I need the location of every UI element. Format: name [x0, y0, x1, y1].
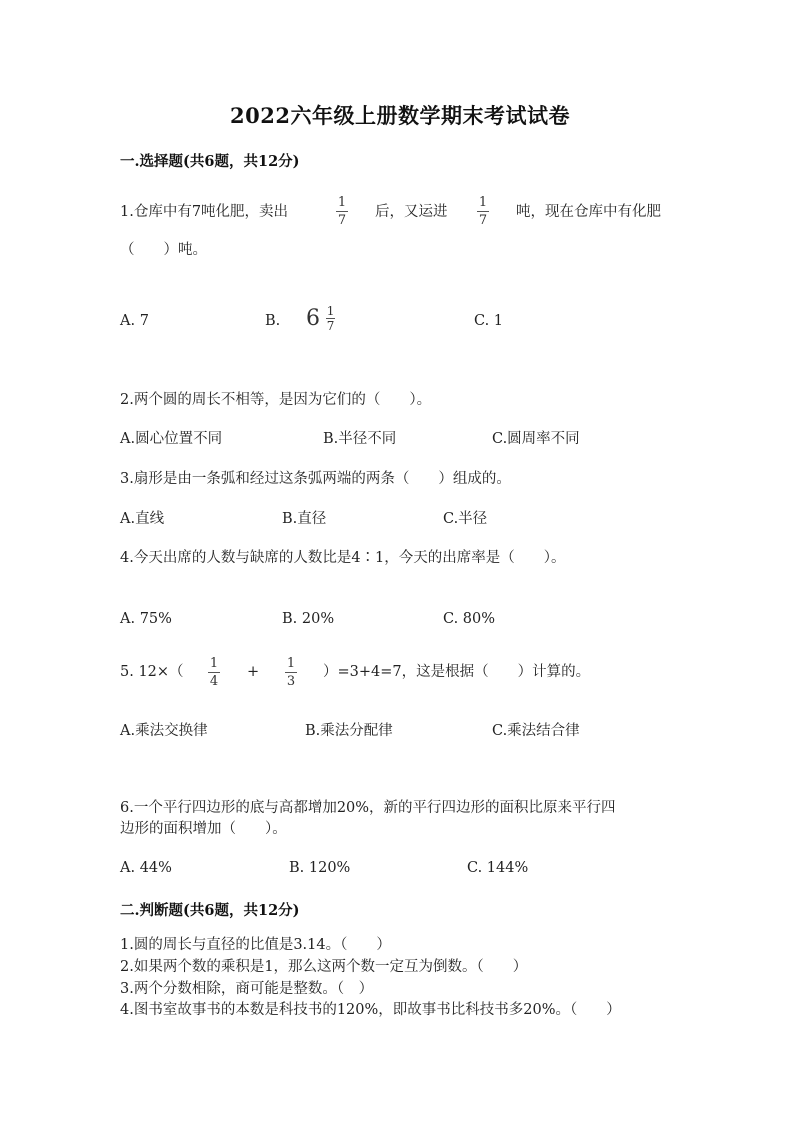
question-6-option-c: C. 144%: [467, 860, 529, 876]
question-3-option-b: B.直径: [282, 511, 327, 527]
fraction-denominator: 4: [209, 674, 219, 689]
question-1-text-line2: （ ）吨。: [120, 242, 207, 258]
question-1-text-part3: 吨，现在仓库中有化肥: [516, 204, 661, 220]
question-2-option-c: C.圆周率不同: [492, 431, 580, 447]
section-heading-true-false: 二.判断题(共6题，共12分): [120, 902, 300, 919]
question-4-option-b: B. 20%: [282, 611, 335, 627]
fraction-one-third: [285, 657, 297, 689]
question-2-text: 2.两个圆的周长不相等，是因为它们的（ ）。: [120, 392, 432, 408]
question-6-option-b: B. 120%: [289, 860, 351, 876]
question-1-option-c: C. 1: [474, 313, 504, 329]
plus-sign: +: [247, 664, 260, 680]
mixed-number-whole: 6: [306, 305, 320, 331]
fraction-denominator: 7: [337, 213, 347, 228]
question-3-option-c: C.半径: [443, 511, 488, 527]
question-1-option-b: B.: [265, 313, 281, 329]
fraction-denominator: 3: [286, 674, 296, 689]
fraction-numerator: 1: [478, 195, 488, 210]
question-5-option-a: A.乘法交换律: [120, 723, 208, 739]
question-5-option-c: C.乘法结合律: [492, 723, 580, 739]
fraction-denominator: 7: [326, 319, 335, 333]
question-1-option-a: A. 7: [120, 313, 149, 329]
fraction-denominator: 7: [478, 213, 488, 228]
question-4-text: 4.今天出席的人数与缺席的人数比是4∶1，今天的出席率是（ ）。: [120, 550, 566, 566]
fraction-one-quarter: [208, 657, 220, 689]
true-false-item-2: 2.如果两个数的乘积是1，那么这两个数一定互为倒数。（ ）: [120, 959, 528, 975]
question-3-option-a: A.直线: [120, 511, 165, 527]
fraction-numerator: 1: [337, 195, 347, 210]
question-6-text-line2: 边形的面积增加（ ）。: [120, 821, 287, 837]
question-6-text-line1: 6.一个平行四边形的底与高都增加20%，新的平行四边形的面积比原来平行四: [120, 800, 616, 816]
question-2-option-a: A.圆心位置不同: [120, 431, 223, 447]
question-4-option-a: A. 75%: [120, 611, 172, 627]
fraction-numerator: 1: [286, 656, 296, 671]
question-2-option-b: B.半径不同: [323, 431, 397, 447]
fraction-numerator: 1: [209, 656, 219, 671]
question-5-option-b: B.乘法分配律: [305, 723, 393, 739]
question-3-text: 3.扇形是由一条弧和经过这条弧两端的两条（ ）组成的。: [120, 471, 511, 487]
true-false-item-1: 1.圆的周长与直径的比值是3.14。（ ）: [120, 937, 391, 953]
true-false-item-4: 4.图书室故事书的本数是科技书的120%，即故事书比科技书多20%。（ ）: [120, 1002, 621, 1018]
question-1-text-part2: 后，又运进: [375, 204, 448, 220]
question-5-text-part2: ）=3+4=7，这是根据（ ）计算的。: [323, 664, 591, 680]
question-5-text-part1: 5. 12×（: [120, 664, 184, 680]
mixed-number-fraction: [326, 305, 335, 332]
true-false-item-3: 3.两个分数相除，商可能是整数。（ ）: [120, 981, 374, 997]
fraction-one-seventh: [477, 196, 489, 228]
question-1-text-part1: 1.仓库中有7吨化肥，卖出: [120, 204, 289, 220]
question-6-option-a: A. 44%: [120, 860, 172, 876]
fraction-one-seventh: [336, 196, 348, 228]
fraction-numerator: 1: [326, 304, 335, 318]
section-heading-multiple-choice: 一.选择题(共6题，共12分): [120, 153, 300, 170]
question-4-option-c: C. 80%: [443, 611, 496, 627]
page-title: 2022六年级上册数学期末考试试卷: [230, 103, 570, 128]
mixed-number-six-and-one-seventh: [306, 305, 335, 332]
